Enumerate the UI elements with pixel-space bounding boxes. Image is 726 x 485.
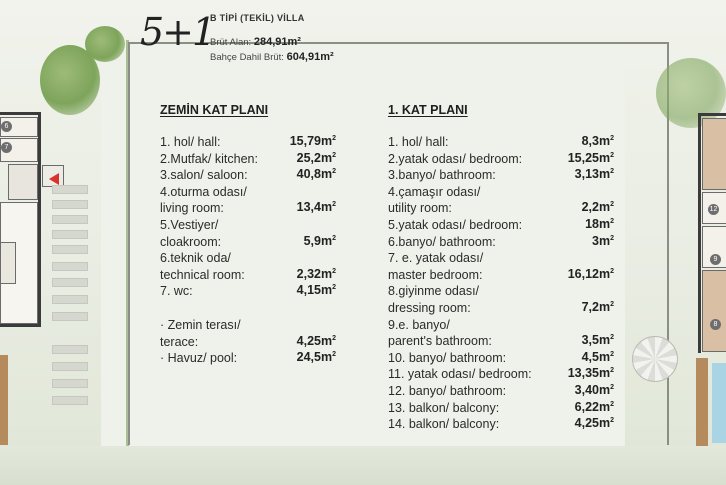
tree-icon — [85, 26, 125, 62]
plan-wall — [698, 113, 726, 116]
deck-tile — [52, 230, 88, 239]
area-row-label: 4.çamaşır odası/ — [388, 184, 481, 199]
plan-wall — [38, 112, 41, 327]
deck-tile — [52, 379, 88, 388]
area-row-value: $6,22m^2$ — [574, 399, 614, 414]
area-row-label: 2.Mutfak/ kitchen: — [160, 151, 258, 166]
garden-gross-row — [210, 51, 334, 63]
area-row-value: $3,40m^2$ — [574, 383, 614, 397]
area-row-label: 7. e. yatak odası/ — [388, 251, 484, 266]
first-floor-plan-drawing — [626, 18, 726, 485]
plan-room-number: 7 — [1, 142, 12, 153]
area-row-value: $15,25m^2$ — [567, 150, 614, 165]
area-row-value: $24,5m^2$ — [296, 350, 336, 365]
ground-floor-plan-drawing — [0, 0, 100, 485]
area-row-value: $4,5m^2$ — [581, 349, 614, 364]
area-row-label: parent's bathroom: — [388, 334, 492, 349]
ground-floor-title: ZEMİN KAT PLANI — [160, 103, 269, 117]
area-row-value: $13,35m^2$ — [567, 366, 614, 381]
umbrella-icon — [632, 336, 678, 382]
area-row-value: $13,4m^2$ — [296, 200, 336, 215]
garden-gross-value: 604,91m² — [286, 51, 334, 63]
plan-room-number: 9 — [710, 254, 721, 265]
area-row-value: $18m^2$ — [585, 217, 614, 231]
area-row-label: 5.Vestiyer/ — [160, 218, 219, 232]
area-row-label: 9.e. banyo/ — [388, 317, 450, 332]
area-row-value: $15,79m^2$ — [289, 134, 336, 148]
area-row-label: · Zemin terası/ — [160, 318, 241, 332]
wood-deck — [0, 355, 8, 445]
gross-area-row — [210, 36, 301, 48]
area-row-label: 13. balkon/ balcony: — [388, 400, 500, 415]
room-master-bedroom — [702, 270, 726, 352]
plan-wall — [698, 113, 701, 353]
ground-strip — [0, 446, 726, 485]
area-row-label: 14. balkon/ balcony: — [388, 417, 500, 432]
area-row-label: 2.yatak odası/ bedroom: — [388, 151, 523, 166]
deck-tile — [52, 278, 88, 287]
area-row-label: living room: — [160, 201, 224, 216]
area-row-label: 3.salon/ saloon: — [160, 168, 248, 183]
area-row-label: 10. banyo/ bathroom: — [388, 350, 507, 365]
deck-tile — [52, 396, 88, 405]
area-row-label: 1. hol/ hall: — [388, 135, 449, 149]
room-cloakroom — [8, 164, 38, 200]
area-row-label: 7. wc: — [160, 284, 193, 299]
plan-wall — [0, 324, 41, 327]
villa-type-label: B TİPİ (TEKİL) VİLLA — [210, 13, 305, 23]
garden-gross-label: Bahçe Dahil Brüt: — [210, 52, 284, 63]
area-row-label: 8.giyinme odası/ — [388, 284, 480, 299]
area-row-value: $2,32m^2$ — [296, 266, 336, 281]
area-row-value: $5,9m^2$ — [303, 233, 336, 248]
entrance-marker-icon — [49, 173, 59, 185]
deck-tile — [52, 295, 88, 304]
deck-tile — [52, 200, 88, 209]
first-floor-title: 1. KAT PLANI — [388, 103, 468, 117]
area-row-value: $40,8m^2$ — [296, 167, 336, 182]
area-row-value: $25,2m^2$ — [296, 150, 336, 165]
pool — [712, 363, 726, 443]
deck-tile — [52, 345, 88, 354]
area-row-label: 6.banyo/ bathroom: — [388, 234, 496, 249]
deck-tile — [52, 245, 88, 254]
wood-deck — [696, 358, 708, 458]
deck-tile — [52, 312, 88, 321]
area-row-label: 5.yatak odası/ bedroom: — [388, 218, 523, 232]
area-row-label: 1. hol/ hall: — [160, 135, 221, 149]
gross-area-value: 284,91m² — [253, 36, 301, 48]
plan-room-number: 6 — [1, 121, 12, 132]
plan-room-number: 8 — [710, 319, 721, 330]
area-row-label: dressing room: — [388, 301, 471, 315]
deck-tile — [52, 362, 88, 371]
room-bedroom — [702, 118, 726, 190]
area-row-value: $16,12m^2$ — [567, 266, 614, 281]
area-row-label: terace: — [160, 334, 199, 349]
area-row-value: $2,2m^2$ — [581, 200, 614, 215]
gross-area-label: Brüt Alan: — [210, 37, 252, 48]
deck-tile — [52, 262, 88, 271]
area-row-label: 4.oturma odası/ — [160, 184, 247, 199]
villa-type-title: 5+1 — [140, 10, 215, 54]
area-row-value: $8,3m^2$ — [581, 134, 614, 148]
area-row-value: $4,25m^2$ — [296, 333, 336, 348]
area-row-label: utility room: — [388, 201, 452, 216]
area-row-value: $4,25m^2$ — [574, 416, 614, 431]
deck-tile — [52, 215, 88, 224]
plan-room-number: 12 — [709, 206, 718, 213]
area-row-value: $3,5m^2$ — [581, 333, 614, 348]
area-row-label: master bedroom: — [388, 267, 483, 282]
area-row-value: $7,2m^2$ — [581, 300, 614, 314]
plan-wall — [0, 112, 40, 115]
area-row-label: · Havuz/ pool: — [160, 351, 238, 366]
area-row-label: 3.banyo/ bathroom: — [388, 168, 496, 183]
area-row-label: 6.teknik oda/ — [160, 251, 231, 266]
area-row-value: $3,13m^2$ — [574, 167, 614, 182]
area-row-value: $4,15m^2$ — [296, 283, 336, 298]
area-row-value: $3m^2$ — [592, 233, 614, 248]
area-row-label: technical room: — [160, 267, 245, 282]
furniture-sofa — [0, 242, 16, 284]
area-row-label: 12. banyo/ bathroom: — [388, 384, 507, 398]
area-row-label: cloakroom: — [160, 234, 222, 249]
deck-tile — [52, 185, 88, 194]
area-row-label: 11. yatak odası/ bedroom: — [388, 367, 532, 382]
